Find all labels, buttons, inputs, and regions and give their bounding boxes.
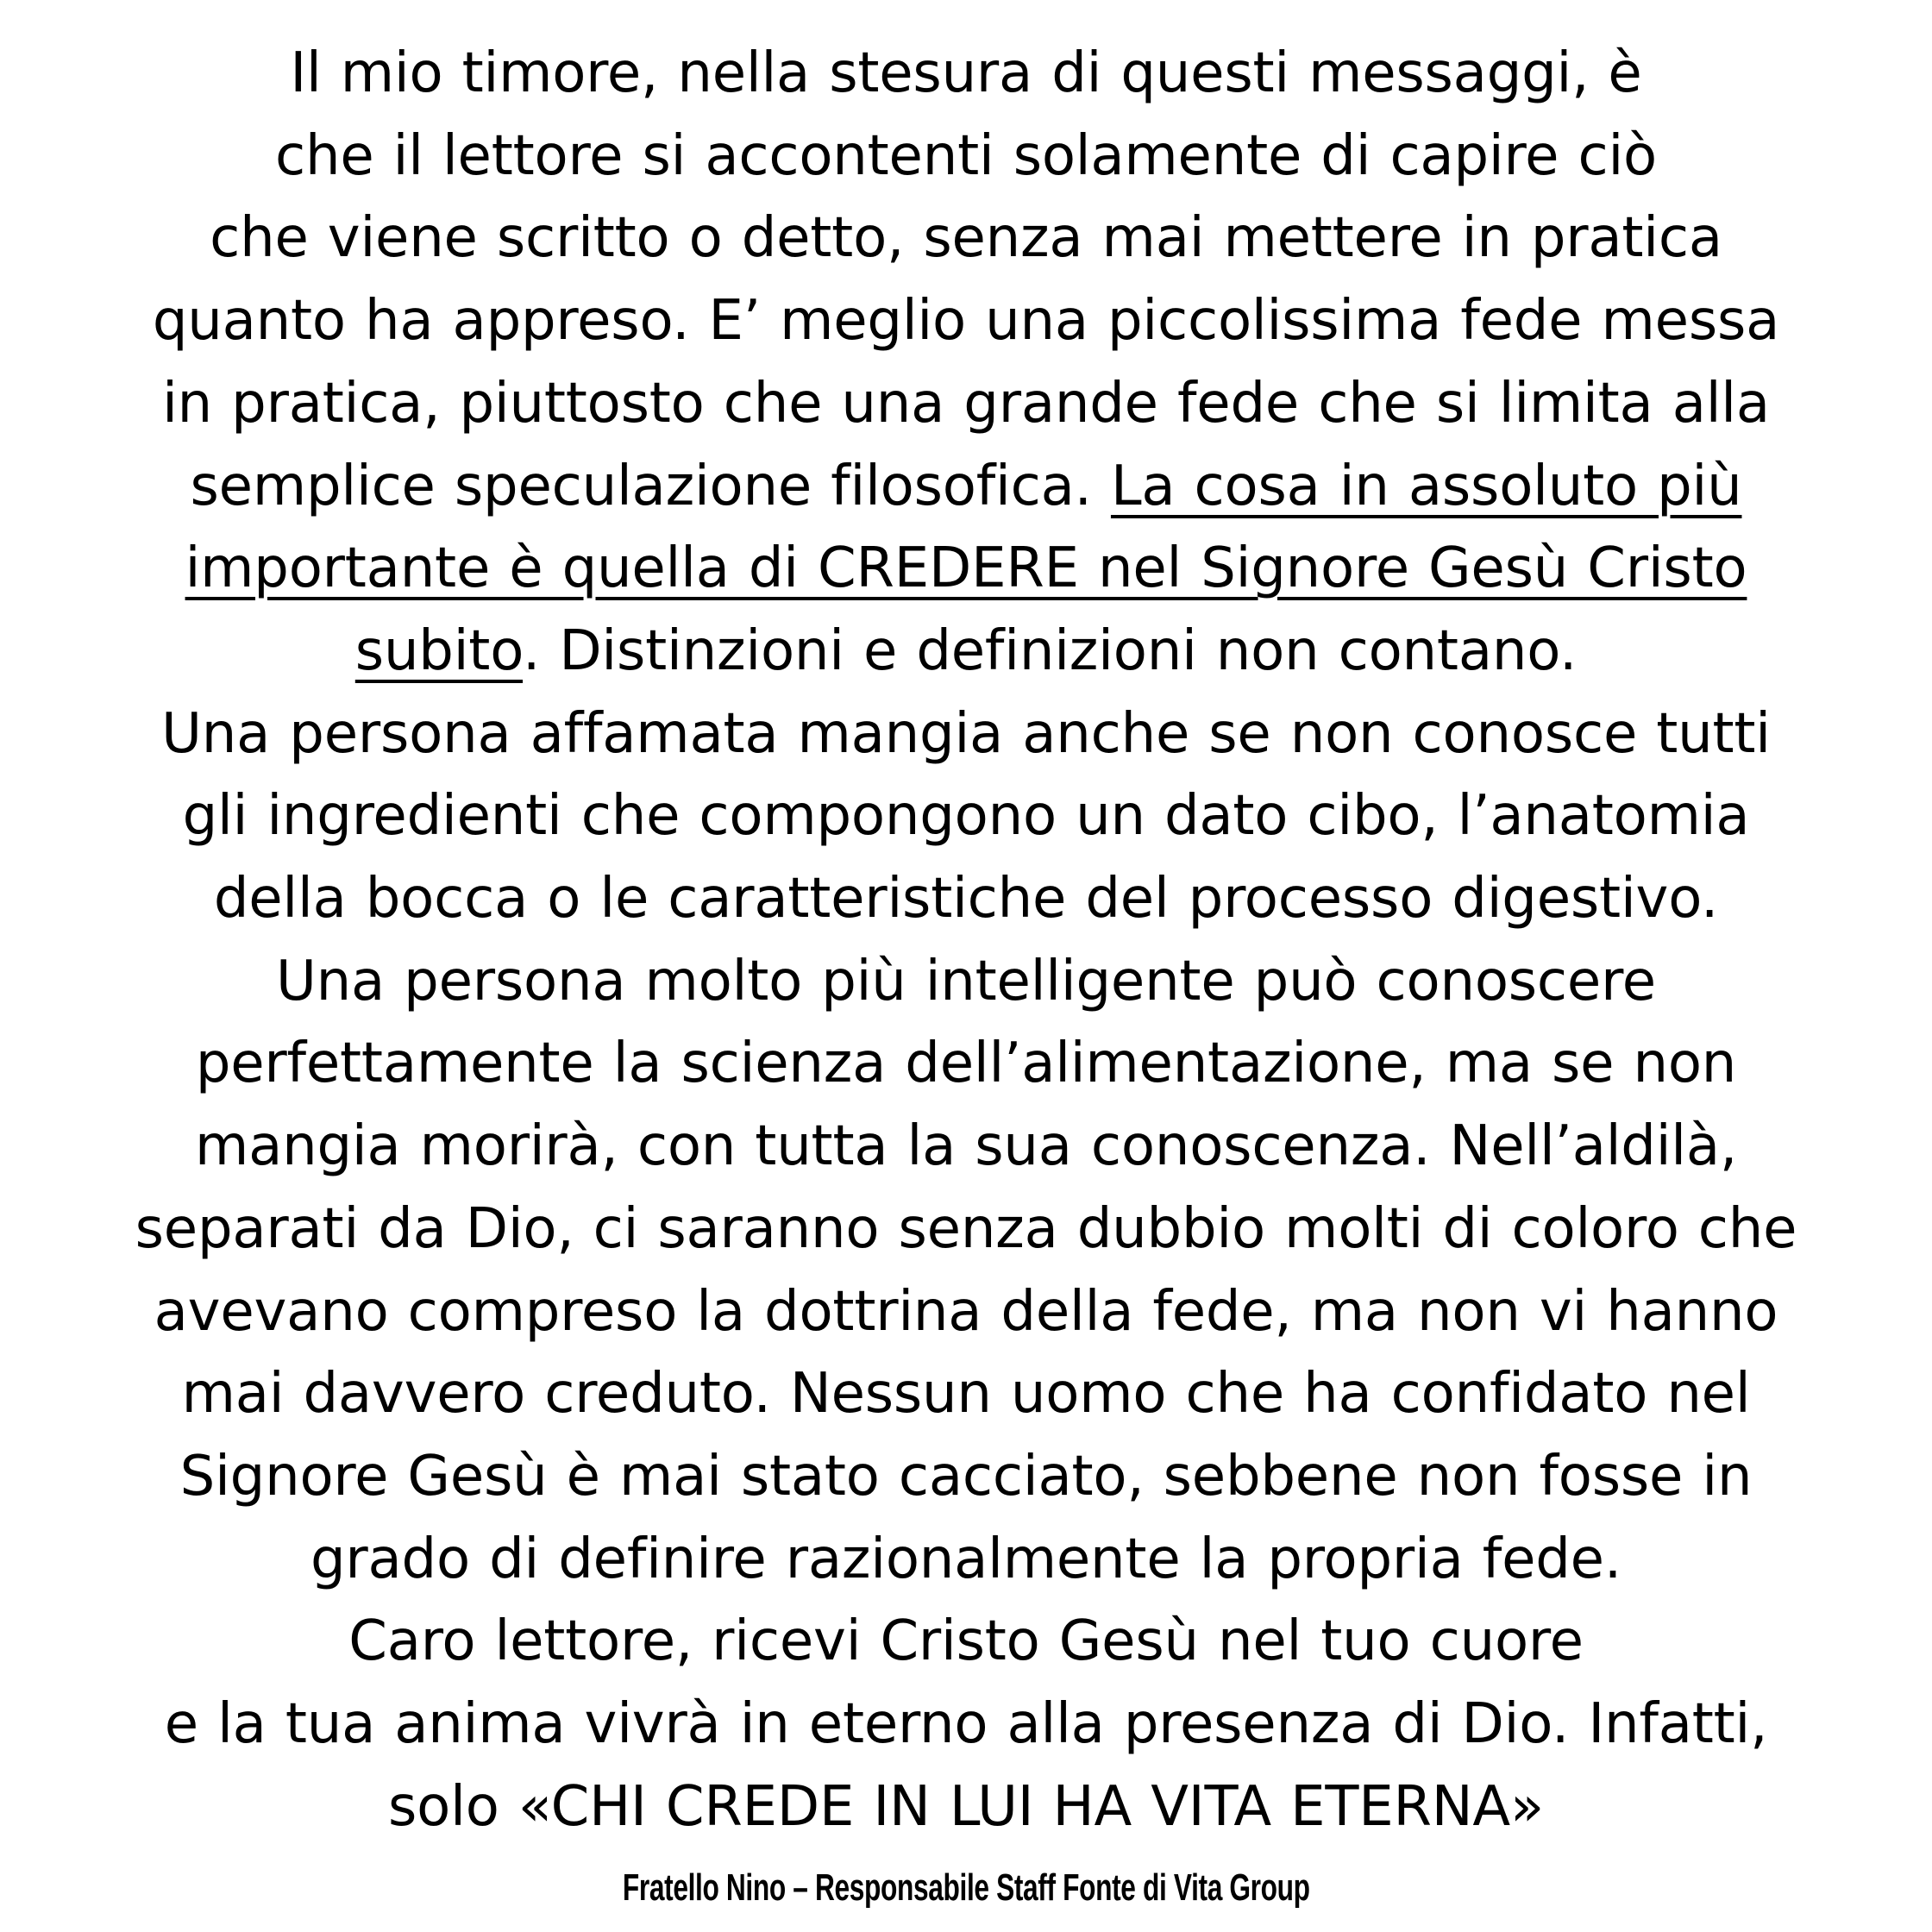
signature-text: Fratello Nino – Responsabile Staff Fonte di Vita Group: [622, 1866, 1310, 1909]
author-signature: [0, 1866, 1932, 1910]
text-segment: che il lettore si accontenti solamente di capire ciò: [274, 123, 1658, 188]
text-line-1: [0, 33, 1932, 116]
text-segment: Caro lettore, ricevi Cristo Gesù nel tuo cuore: [348, 1609, 1584, 1674]
text-line-12: [0, 941, 1932, 1024]
text-segment: che viene scritto o detto, senza mai mettere in pratica: [210, 206, 1722, 271]
underlined-emphasis: subito: [354, 618, 524, 683]
text-segment: e la tua anima vivrà in eterno alla presenza di Dio. Infatti,: [164, 1692, 1768, 1757]
text-segment: semplice speculazione filosofica.: [190, 454, 1111, 518]
text-line-5: [0, 363, 1932, 446]
text-segment: mangia morirà, con tutta la sua conoscenza. Nell’aldilà,: [194, 1114, 1738, 1179]
text-line-3: [0, 198, 1932, 280]
text-line-18: [0, 1436, 1932, 1519]
text-line-6: [0, 446, 1932, 529]
text-line-22: [0, 1766, 1932, 1849]
text-line-16: [0, 1271, 1932, 1354]
message-body: [0, 33, 1932, 1848]
text-line-17: [0, 1353, 1932, 1436]
text-segment: avevano compreso la dottrina della fede, ma non vi hanno: [154, 1279, 1778, 1344]
text-segment: della bocca o le caratteristiche del processo digestivo.: [213, 867, 1719, 932]
text-line-8: [0, 611, 1932, 693]
text-segment: gli ingredienti che compongono un dato cibo, l’anatomia: [182, 784, 1750, 849]
text-line-21: [0, 1684, 1932, 1766]
text-line-13: [0, 1023, 1932, 1106]
text-segment: . Distinzioni e definizioni non contano.: [523, 618, 1578, 683]
text-line-4: [0, 280, 1932, 363]
text-segment: perfettamente la scienza dell’alimentazione, ma se non: [195, 1032, 1737, 1096]
text-line-2: [0, 116, 1932, 198]
text-line-15: [0, 1189, 1932, 1271]
text-segment: separati da Dio, ci saranno senza dubbio molti di coloro che: [135, 1196, 1797, 1261]
text-segment: quanto ha appreso. E’ meglio una piccolissima fede messa: [152, 289, 1780, 354]
scripture-quote: «CHI CREDE IN LUI HA VITA ETERNA»: [518, 1774, 1544, 1839]
text-line-7: [0, 528, 1932, 611]
text-line-9: [0, 693, 1932, 776]
underlined-emphasis: importante è quella di CREDERE nel Signore Gesù Cristo: [185, 536, 1747, 601]
text-segment: Signore Gesù è mai stato cacciato, sebbene non fosse in: [179, 1444, 1753, 1509]
text-segment: solo: [388, 1774, 518, 1839]
text-line-19: [0, 1519, 1932, 1602]
text-line-20: [0, 1601, 1932, 1684]
text-segment: Una persona molto più intelligente può conoscere: [276, 949, 1656, 1013]
text-segment: Il mio timore, nella stesura di questi messaggi, è: [290, 41, 1642, 105]
underlined-emphasis: La cosa in assoluto più: [1110, 454, 1742, 518]
text-segment: mai davvero creduto. Nessun uomo che ha confidato nel: [181, 1362, 1751, 1427]
text-line-10: [0, 775, 1932, 858]
text-line-14: [0, 1106, 1932, 1189]
text-line-11: [0, 858, 1932, 941]
text-segment: grado di definire razionalmente la propria fede.: [310, 1527, 1622, 1591]
text-segment: in pratica, piuttosto che una grande fede che si limita alla: [162, 371, 1770, 436]
text-segment: Una persona affamata mangia anche se non conosce tutti: [161, 701, 1771, 766]
